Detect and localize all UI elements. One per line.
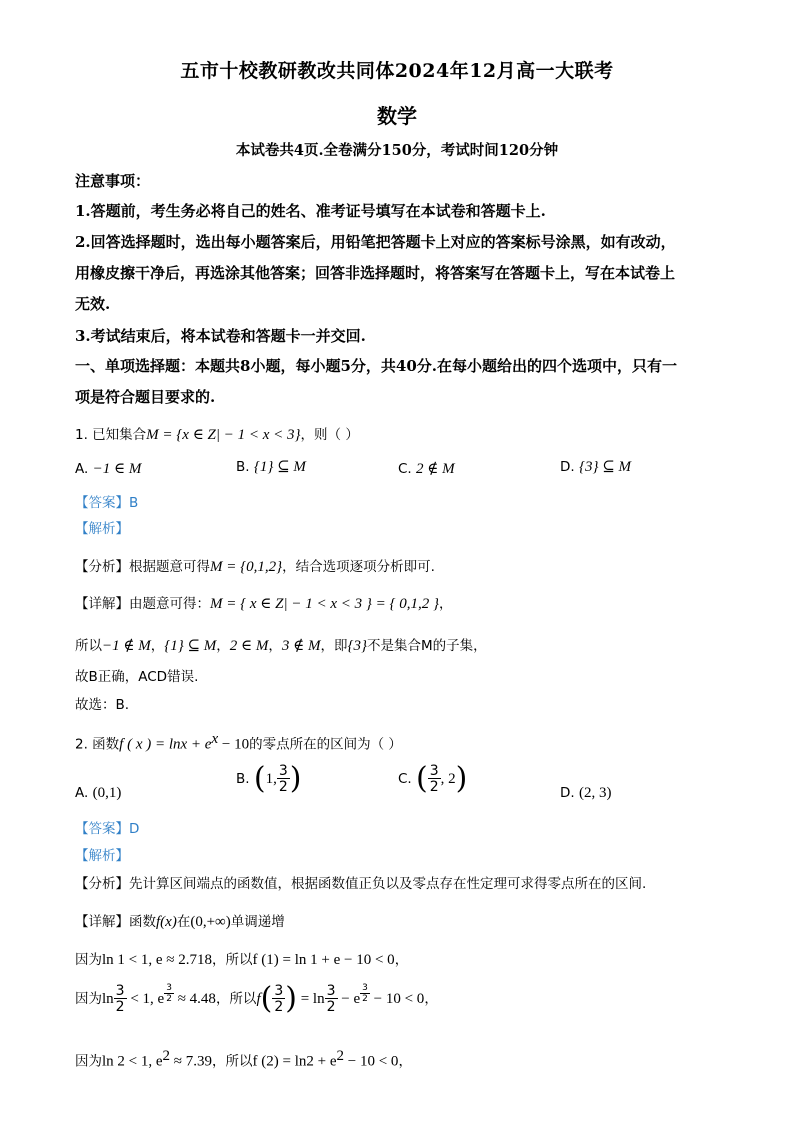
q1-so-m2: {1} ⊆ M — [164, 638, 217, 654]
q2-xiangjie — [75, 910, 285, 931]
q1-so-line — [75, 634, 487, 655]
q2-answer: 【答案】D — [75, 821, 140, 837]
q2-xiangjie-fx: f(x) — [156, 914, 177, 930]
q2-option-a-label: A. — [75, 785, 89, 801]
q2-option-b-label: B. — [236, 771, 250, 787]
q2-xiangjie-interval: (0,+∞) — [190, 914, 231, 930]
q2-stem-math-end: − 10 — [218, 736, 250, 753]
q2-r1-math: ln 1 < 1, e ≈ 2.718 — [102, 952, 213, 968]
q2-r3-tail: − 10 < 0 — [344, 1053, 399, 1070]
q2-option-c-label: C. — [398, 771, 412, 787]
q2-r1-prefix: 因为 — [75, 952, 102, 968]
q1-option-b — [236, 457, 306, 476]
q1-option-a — [75, 459, 141, 478]
q1-stem-suffix: ，则（ ） — [300, 427, 359, 443]
q1-option-a-label: A. — [75, 461, 89, 477]
q1-option-a-math: −1 ∈ M — [92, 461, 142, 477]
q2-r2-fraction-2: $\frac{3}{2}$ — [274, 983, 284, 1015]
q2-fenxi-tag: 【分析】 — [75, 876, 129, 892]
q1-stem-prefix: 1. 已知集合 — [75, 427, 147, 443]
q2-r2-tail: − 10 < 0 — [369, 991, 425, 1007]
q1-fenxi-tag: 【分析】 — [75, 559, 129, 575]
q2-stem-math: f ( x ) = lnx + e — [119, 736, 212, 753]
q2-reason-1 — [75, 948, 408, 969]
q2-xiangjie-text2: 在 — [176, 914, 191, 930]
notice-item-2c: 无效. — [75, 295, 111, 313]
q1-conclusion: 故B正确，ACD错误. — [75, 669, 199, 685]
q2-option-a-math: (0,1) — [92, 785, 122, 801]
q1-xiangjie — [75, 592, 452, 613]
q2-option-b: B. (1, $\frac{3}{2}$ ) — [236, 761, 302, 796]
q2-r2-f: f — [256, 991, 261, 1007]
q1-so-m1: −1 ∉ M — [102, 638, 151, 654]
q2-option-d-math: (2, 3) — [578, 785, 612, 801]
exam-title: 五市十校教研教改共同体2024年12月高一大联考 — [180, 60, 614, 82]
q1-sep-2: ， — [216, 638, 230, 654]
q2-r3-end: ， — [398, 1053, 412, 1070]
q2-r2-sup-fraction: 3 2 — [166, 983, 172, 1004]
q2-option-d-label: D. — [560, 785, 575, 801]
notice-item-3: 3.考试结束后，将本试卷和答题卡一并交回. — [75, 327, 366, 345]
q2-r3-math2: f (2) = ln2 + e — [252, 1053, 337, 1070]
q1-xiangjie-end: ， — [438, 596, 453, 612]
q2-stem-suffix: 的零点所在的区间为（ ） — [249, 736, 402, 753]
q2-option-c-right: , 2 — [440, 771, 456, 787]
q2-r3-sup2: 2 — [336, 1048, 345, 1064]
q1-xiangjie-tag: 【详解】 — [75, 596, 129, 612]
q1-so-m5: {3} — [347, 638, 368, 654]
q2-r1-math2: f (1) = ln 1 + e − 10 < 0 — [252, 952, 395, 968]
q2-r2-fraction: $\frac{3}{2}$ — [115, 983, 125, 1015]
q2-fenxi — [75, 872, 646, 892]
subject-title: 数学 — [377, 104, 417, 128]
q2-r2-rest: < 1, e — [126, 991, 165, 1007]
q2-r2-sup-fraction-2: 3 2 — [362, 983, 368, 1004]
q1-option-d-math: {3} ⊆ M — [578, 459, 632, 475]
q2-r2-ln: ln — [102, 991, 114, 1007]
q2-analysis-tag: 【解析】 — [75, 848, 129, 864]
q2-xiangjie-text1: 函数 — [129, 914, 156, 930]
q2-xiangjie-tag: 【详解】 — [75, 914, 129, 930]
q1-choose: 故选：B. — [75, 697, 130, 713]
q1-option-c — [398, 459, 455, 478]
q2-reason-3 — [75, 1048, 412, 1071]
q2-stem-prefix: 2. 函数 — [75, 736, 120, 753]
section-1-line-1: 一、单项选择题：本题共8小题，每小题5分，共40分.在每小题给出的四个选项中，只有一 — [75, 357, 677, 375]
q1-stem-math: M = {x ∈ Z| − 1 < x < 3} — [146, 427, 301, 443]
q1-so-tail: 不是集合M的子集， — [367, 638, 487, 654]
q1-so-ji: ，即 — [320, 638, 348, 654]
q2-xiangjie-text3: 单调递增 — [230, 914, 285, 930]
q1-fenxi — [75, 555, 435, 576]
q2-reason-2: 因为ln $\frac{3}{2}$ < 1, e $^{\frac{3}{2}}$ ≈ 4.48，所以f( $\frac{3}{2}$ ) = ln $\frac{3}{2}$ − e $^{\frac{3}{2}}$ − 10 < 0， — [75, 981, 438, 1016]
q1-analysis-tag: 【解析】 — [75, 521, 129, 537]
q1-so-m4: 3 ∉ M — [281, 638, 321, 654]
q2-r3-prefix: 因为 — [75, 1053, 102, 1070]
q1-option-c-math: 2 ∉ M — [416, 461, 455, 477]
q2-stem-sup: x — [211, 731, 219, 747]
exam-info: 本试卷共4页.全卷满分150分，考试时间120分钟 — [235, 142, 559, 159]
q2-option-c-fraction: $\frac{3}{2}$ — [429, 763, 439, 795]
q1-option-d-label: D. — [560, 459, 575, 475]
q2-r3-math: ln 2 < 1, e — [102, 1053, 163, 1070]
q1-xiangjie-math: M = { x ∈ Z| − 1 < x < 3 } = { 0,1,2 } — [210, 596, 439, 612]
notice-heading: 注意事项： — [75, 172, 151, 190]
q2-r1-end: ， — [394, 952, 409, 968]
q1-option-d — [560, 457, 631, 476]
q1-option-b-math: {1} ⊆ M — [253, 459, 306, 475]
q2-r3-sup: 2 — [162, 1048, 171, 1064]
q1-xiangjie-text: 由题意可得： — [129, 596, 210, 612]
q2-option-b-left: 1, — [265, 771, 277, 787]
q1-sep-1: ， — [150, 638, 165, 654]
q2-option-d — [560, 785, 611, 802]
q2-r2-mid: ，所以 — [215, 991, 257, 1007]
section-1-line-2: 项是符合题目要求的. — [75, 388, 216, 406]
q1-fenxi-text1: 根据题意可得 — [129, 559, 210, 575]
q2-r3-mid: ，所以 — [212, 1053, 253, 1070]
q2-option-b-fraction: $\frac{3}{2}$ — [278, 763, 288, 795]
notice-item-1: 1.答题前，考生务必将自己的姓名、准考证号填写在本试卷和答题卡上. — [75, 202, 546, 220]
q2-r2-eq: = ln — [296, 991, 325, 1007]
q2-r1-mid: ，所以 — [212, 952, 253, 968]
q1-so-m3: 2 ∈ M — [229, 638, 269, 654]
q1-stem — [75, 423, 359, 444]
q1-answer: 【答案】B — [75, 495, 139, 511]
q1-sep-3: ， — [268, 638, 282, 654]
notice-item-2b: 用橡皮擦干净后，再选涂其他答案；回答非选择题时，将答案写在答题卡上，写在本试卷上 — [75, 264, 676, 282]
q2-stem — [75, 731, 402, 754]
q2-r2-minus: − e — [337, 991, 361, 1007]
q2-option-a — [75, 785, 121, 802]
q2-fenxi-text: 先计算区间端点的函数值，根据函数值正负以及零点存在性定理可求得零点所在的区间. — [129, 876, 647, 892]
notice-item-2a: 2.回答选择题时，选出每小题答案后，用铅笔把答题卡上对应的答案标号涂黑，如有改动， — [75, 233, 676, 251]
q2-r2-fraction-3: $\frac{3}{2}$ — [326, 983, 336, 1015]
q2-option-c: C. ( $\frac{3}{2}$ , 2) — [398, 761, 468, 796]
q2-r2-end: ， — [424, 991, 438, 1007]
q1-so-prefix: 所以 — [75, 638, 102, 654]
q2-r2-prefix: 因为 — [75, 991, 102, 1007]
q1-option-b-label: B. — [236, 459, 250, 475]
q1-fenxi-math: M = {0,1,2} — [210, 559, 283, 575]
q2-r3-approx: ≈ 7.39 — [170, 1053, 213, 1070]
q1-option-c-label: C. — [398, 461, 412, 477]
q1-fenxi-text2: ，结合选项逐项分析即可. — [282, 559, 435, 575]
q2-r2-approx: ≈ 4.48 — [173, 991, 216, 1007]
